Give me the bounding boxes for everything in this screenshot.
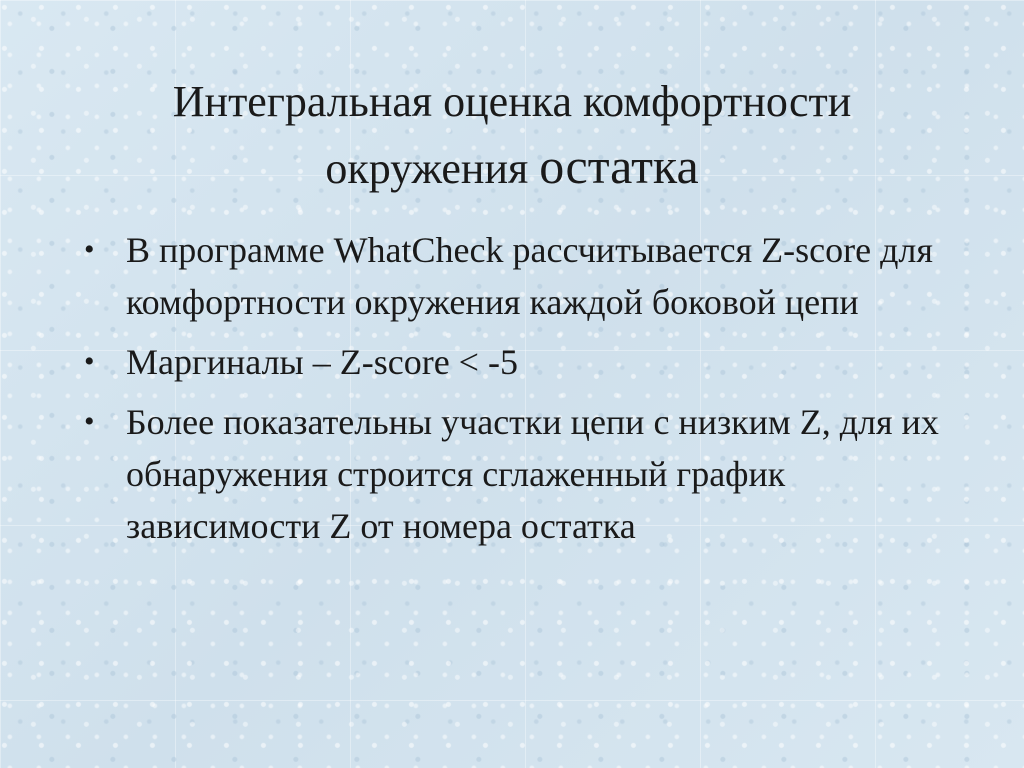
slide-title-line2-emphasis: остатка xyxy=(539,138,699,194)
slide-title-line2-start: окружения xyxy=(325,144,540,193)
bullet-text: Маргиналы – Z-score < -5 xyxy=(126,342,518,382)
bullet-marker: • xyxy=(84,345,95,378)
bullet-text: Более показательны участки цепи с низким Z, для их обнаружения строится сглаженный график зависимости Z от номера остатка xyxy=(126,402,939,546)
bullet-item-3 xyxy=(82,396,962,552)
slide-title-line1: Интегральная оценка комфортности xyxy=(172,77,852,126)
bullet-list xyxy=(82,224,962,560)
bullet-marker: • xyxy=(84,233,95,266)
bullet-item-1 xyxy=(82,224,962,328)
slide-title xyxy=(60,70,964,201)
bullet-marker: • xyxy=(84,405,95,438)
bullet-item-2 xyxy=(82,336,962,388)
bullet-text: В программе WhatCheck рассчитывается Z-score для комфортности окружения каждой боковой цепи xyxy=(126,230,933,322)
